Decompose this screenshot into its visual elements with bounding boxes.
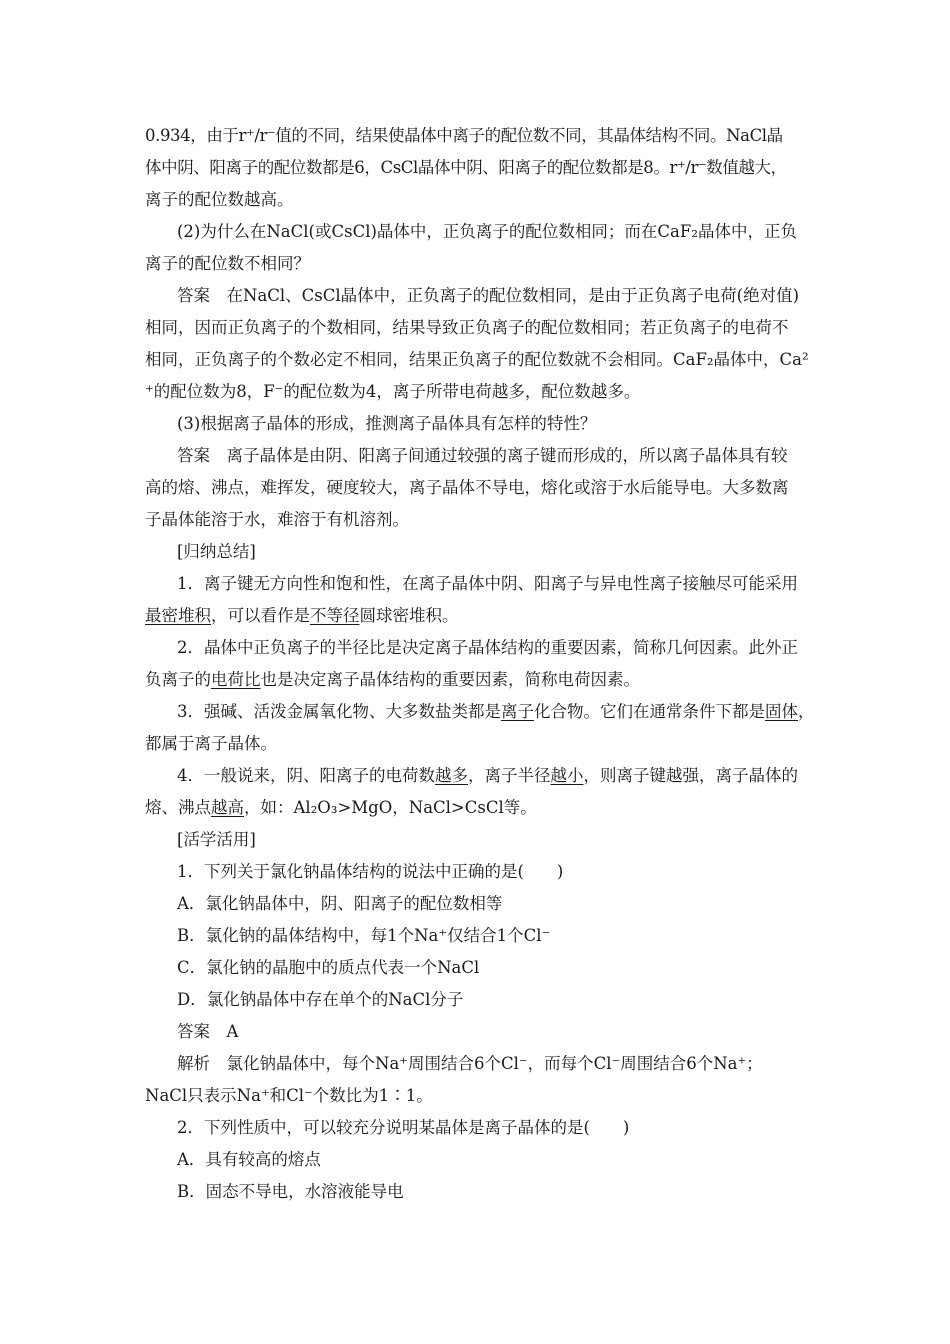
exercise-2-question: 2．下列性质中，可以较充分说明某晶体是离子晶体的是( ) (177, 1118, 630, 1137)
exercise-1-question: 1．下列关于氯化钠晶体结构的说法中正确的是( ) (177, 862, 564, 881)
text-span: ，可以看作是 (211, 606, 310, 625)
text-span: 圆球密堆积。 (359, 606, 459, 625)
text-span: ，离子半径 (468, 766, 551, 785)
document-page (145, 120, 815, 1208)
summary-4-line (145, 792, 810, 824)
underlined-term: 越小 (550, 766, 584, 785)
exercise-1-option-b: B．氯化钠的晶体结构中，每1个Na⁺仅结合1个Cl⁻ (177, 926, 551, 945)
underlined-term: 不等径 (310, 606, 360, 625)
underlined-term: 越高 (211, 798, 244, 817)
text-span: 4．一般说来，阴、阳离子的电荷数 (177, 766, 435, 785)
underlined-term: 最密堆积 (145, 606, 211, 625)
exercise-1-answer: 答案 A (177, 1022, 239, 1041)
summary-3-line: 都属于离子晶体。 (145, 734, 277, 753)
answer-2-line: 答案 在NaCl、CsCl晶体中，正负离子的配位数相同，是由于正负离子电荷(绝对值) (177, 286, 800, 305)
summary-2-line: 2．晶体中正负离子的半径比是决定离子晶体结构的重要因素，简称几何因素。此外正 (177, 638, 798, 657)
text-span: 也是决定离子晶体结构的重要因素，简称电荷因素。 (260, 670, 640, 689)
answer-3-line: 子晶体能溶于水，难溶于有机溶剂。 (145, 510, 409, 529)
answer-3-line: 高的熔、沸点，难挥发，硬度较大，离子晶体不导电，熔化或溶于水后能导电。大多数离 (145, 478, 789, 497)
answer-2-line: 相同，因而正负离子的个数相同，结果导致正负离子的配位数相同；若正负离子的电荷不 (145, 318, 789, 337)
question-2-line: (2)为什么在NaCl(或CsCl)晶体中，正负离子的配位数相同；而在CaF₂晶体中，正负 (177, 222, 797, 241)
text-line: 体中阴、阳离子的配位数都是6，CsCl晶体中阴、阳离子的配位数都是8。r⁺/r⁻数值越大， (145, 158, 787, 177)
text-span: ，如：Al₂O₃>MgO，NaCl>CsCl等。 (244, 798, 537, 817)
question-3: (3)根据离子晶体的形成，推测离子晶体具有怎样的特性？ (177, 414, 597, 433)
underlined-term: 离子 (501, 702, 534, 721)
summary-1-line: 1．离子键无方向性和饱和性，在离子晶体中阴、阳离子与异电性离子接触尽可能采用 (177, 574, 798, 593)
answer-2-line: 相同，正负离子的个数必定不相同，结果正负离子的配位数就不会相同。CaF₂晶体中，Ca² (145, 350, 809, 369)
answer-2-line: ⁺的配位数为8，F⁻的配位数为4，离子所带电荷越多，配位数越多。 (145, 382, 641, 401)
exercise-2-option-a: A．具有较高的熔点 (177, 1150, 321, 1169)
summary-4-line (145, 760, 810, 792)
practice-heading: [活学活用] (177, 830, 256, 849)
exercise-1-analysis: NaCl只表示Na⁺和Cl⁻个数比为1∶1。 (145, 1086, 433, 1105)
summary-2-line (145, 664, 810, 696)
underlined-term: 固体 (765, 702, 798, 721)
exercise-2-option-b: B．固态不导电，水溶液能导电 (177, 1182, 404, 1201)
text-span: 化合物。它们在通常条件下都是 (534, 702, 765, 721)
text-line: 离子的配位数越高。 (145, 190, 294, 209)
exercise-1-option-d: D．氯化钠晶体中存在单个的NaCl分子 (177, 990, 464, 1009)
summary-1-line (145, 600, 810, 632)
answer-3-line: 答案 离子晶体是由阴、阳离子间通过较强的离子键而形成的，所以离子晶体具有较 (177, 446, 788, 465)
text-span: 熔、沸点 (145, 798, 211, 817)
summary-3-line (145, 696, 815, 728)
underlined-term: 越多 (435, 766, 468, 785)
text-span: ，则离子键越强，离子晶体的 (583, 766, 798, 785)
question-2-line: 离子的配位数不相同？ (145, 254, 310, 273)
text-span: ， (798, 702, 815, 721)
underlined-term: 电荷比 (211, 670, 261, 689)
exercise-1-option-c: C．氯化钠的晶胞中的质点代表一个NaCl (177, 958, 480, 977)
text-line: 0.934，由于r⁺/r⁻值的不同，结果使晶体中离子的配位数不同，其晶体结构不同。NaCl晶 (145, 126, 783, 145)
text-span: 负离子的 (145, 670, 211, 689)
text-span: 3．强碱、活泼金属氧化物、大多数盐类都是 (177, 702, 501, 721)
summary-heading: [归纳总结] (177, 542, 256, 561)
exercise-1-analysis: 解析 氯化钠晶体中，每个Na⁺周围结合6个Cl⁻，而每个Cl⁻周围结合6个Na⁺； (177, 1054, 763, 1073)
exercise-1-option-a: A．氯化钠晶体中，阴、阳离子的配位数相等 (177, 894, 503, 913)
